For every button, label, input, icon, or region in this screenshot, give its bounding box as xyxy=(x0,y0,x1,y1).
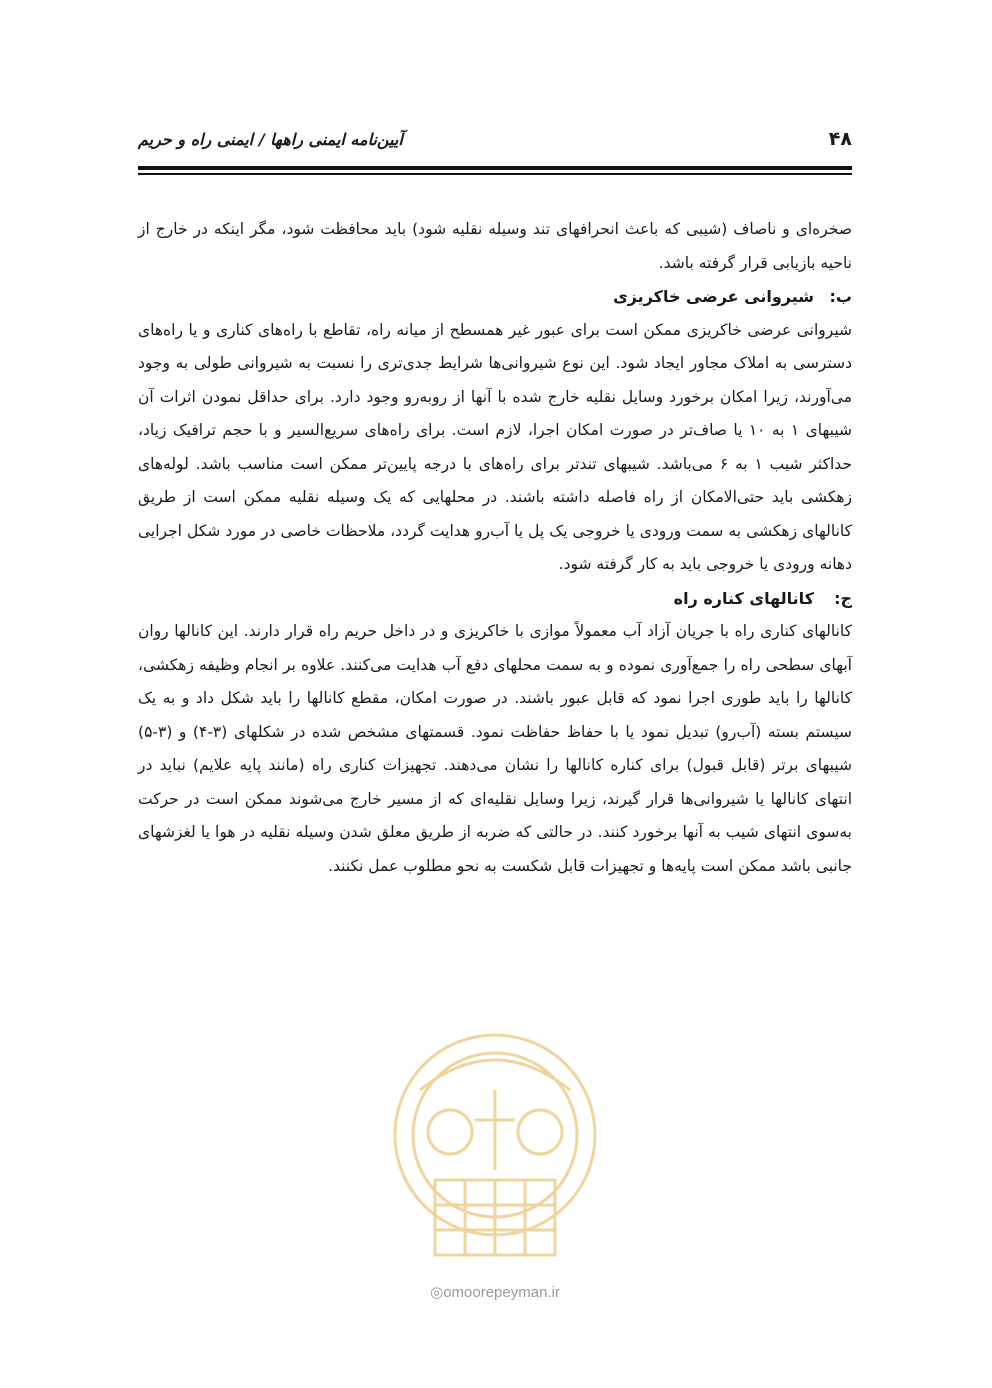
header-rule-thick xyxy=(138,166,852,170)
running-title: آیین‌نامه ایمنی راهها / ایمنی راه و حریم xyxy=(138,130,403,149)
section-b-heading xyxy=(138,280,852,314)
page-header xyxy=(138,128,852,156)
watermark-url-text: omoorepeyman.ir xyxy=(443,1284,560,1301)
watermark-logo-icon xyxy=(380,1020,610,1270)
intro-paragraph: صخره‌ای و ناصاف (شیبی که باعث انحرافهای تند وسیله نقلیه شود) باید محافظت شود، مگر اینکه در خارج از ناحیه بازیابی قرار گرفته باشد. xyxy=(138,220,852,272)
section-c-title: کانالهای کناره راه xyxy=(673,588,814,608)
page-number: ۴۸ xyxy=(828,128,852,150)
section-c-paragraph: کانالهای کناری راه با جریان آزاد آب معمولاً موازی با خاکریزی و در داخل حریم راه قرار دارند. این کانالها روان آبهای سطحی راه را جمع‌آوری نموده و به سمت محلهای دفع آب هدایت می‌کنند. علاوه بر انجام وظیفه زهکشی، کانالها را باید طوری اجرا نمود که قابل عبور باشند. در صورت امکان، مقطع کانالها را باید شکل داد و به یک سیستم بسته (آب‌رو) تبدیل نمود یا با حفاظ حفاظت نمود. قسمتهای مشخص شده در شکلهای (۳-۴) و (۳-۵) شیبهای برتر (قابل قبول) برای کناره کانالها را نشان می‌دهند. تجهیزات کناری راه (مانند پایه علایم) نباید در انتهای کانالها یا شیروانی‌ها قرار گیرند، زیرا وسایل نقلیه‌ای که از مسیر خارج می‌شوند ممکن است در حرکت به‌سوی انتهای شیب به آنها برخورد کنند. در حالتی که ضربه از طریق معلق شدن وسیله نقلیه در هوا یا لغزشهای جانبی باشد ممکن است پایه‌ها و تجهیزات قابل شکست به نحو مطلوب عمل نکنند. xyxy=(138,622,852,875)
section-b-title: شیروانی عرضی خاکریزی xyxy=(613,287,814,306)
watermark-at-icon: ◎ xyxy=(430,1284,444,1301)
watermark-url xyxy=(380,1283,610,1301)
body-text xyxy=(138,213,852,883)
section-b-paragraph: شیروانی عرضی خاکریزی ممکن است برای عبور غیر همسطح از میانه راه، تقاطع با راه‌های کناری و یا راه‌های دسترسی به املاک مجاور ایجاد شود. این نوع شیروانی‌ها شرایط جدی‌تری را نسبت به شیروانی طولی به وجود می‌آورند، زیرا امکان برخورد وسایل نقلیه خارج شده با آنها از روبه‌رو وجود دارد. برای حداقل نمودن اثرات آن شیبهای ۱ به ۱۰ یا صاف‌تر در صورت امکان اجرا، لازم است. برای راه‌های سریع‌السیر و با حجم ترافیک زیاد، حداکثر شیب ۱ به ۶ می‌باشد. شیبهای تندتر برای راه‌های با درجه پایین‌تر ممکن است مناسب باشد. لوله‌های زهکشی باید حتی‌الامکان از راه فاصله داشته باشند. در محلهایی که یک وسیله نقلیه ممکن است از طریق کانالهای زهکشی به سمت ورودی یا خروجی یک پل یا آب‌رو هدایت گردد، ملاحظات خاصی در مورد شکل اجرایی دهانه ورودی یا خروجی باید به کار گرفته شود. xyxy=(138,320,853,573)
header-rule-thin xyxy=(138,173,852,175)
section-c-letter: ج: xyxy=(834,588,852,608)
section-c-heading xyxy=(138,582,852,616)
section-b-letter: ب: xyxy=(829,287,852,306)
